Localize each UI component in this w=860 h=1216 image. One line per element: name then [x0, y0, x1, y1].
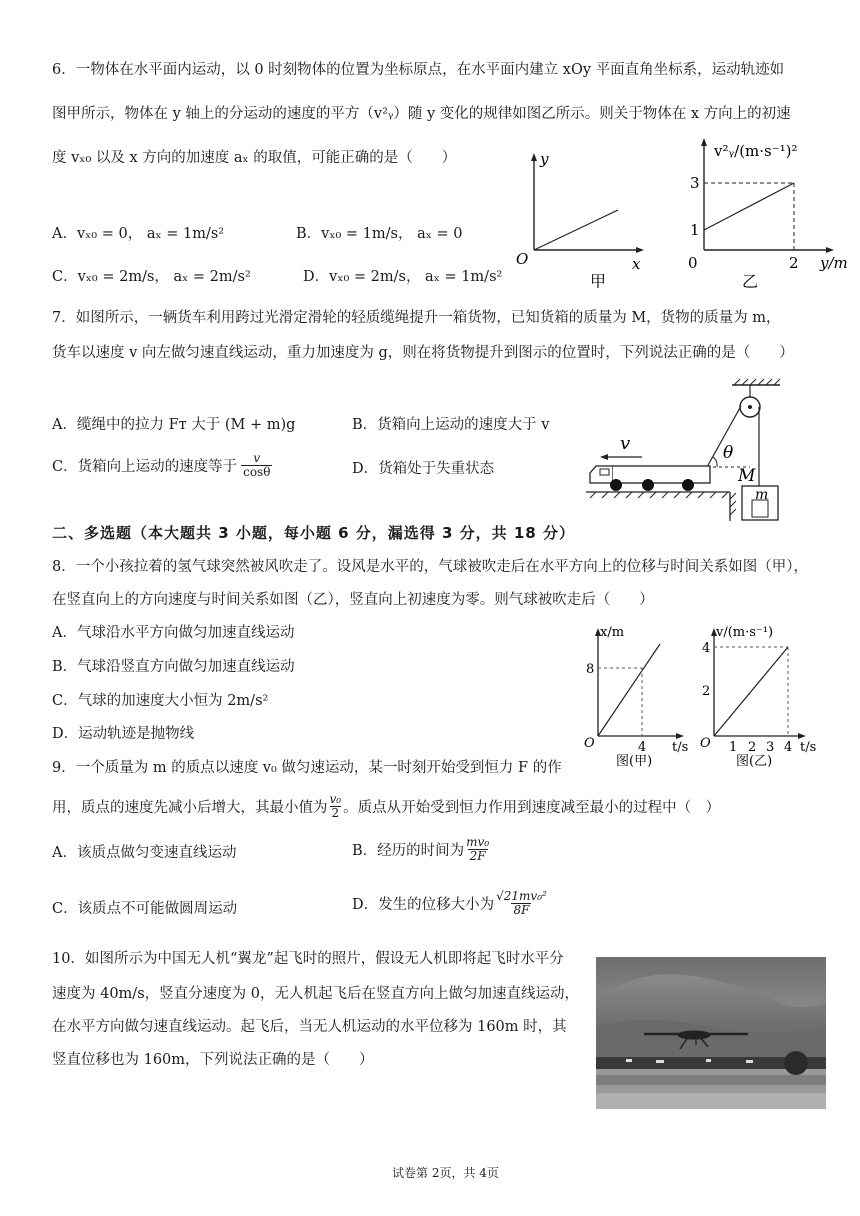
q6-jia-y-label: y: [540, 150, 549, 168]
q8-figure-jia: [580, 620, 700, 768]
q8-jia-origin: O: [584, 736, 595, 751]
q7-theta-label: θ: [723, 443, 734, 463]
q7-option-d: D．货箱处于失重状态: [352, 461, 495, 477]
q9-option-d-numerator: √21mv₀²: [496, 889, 547, 903]
q10-line2: 速度为 40m/s，竖直分速度为 0，无人机起飞后在竖直方向上做匀加速直线运动，: [52, 986, 579, 1002]
q6-jia-origin: O: [516, 250, 529, 268]
q7-option-c-text: C．货箱向上运动的速度等于: [52, 459, 238, 476]
q7-option-b: B．货箱向上运动的速度大于 v: [352, 417, 550, 433]
q9-line2: [52, 793, 720, 820]
q9-option-b-numerator: mv₀: [466, 835, 490, 849]
q6-jia-caption: 甲: [590, 272, 607, 288]
q7-option-c-denominator: cosθ: [243, 465, 271, 480]
q7-line1: 7．如图所示，一辆货车利用跨过光滑定滑轮的轻质缆绳提升一箱货物，已知货箱的质量为 M，货物的质量为 m，: [52, 310, 781, 326]
q8-yi-xtick-3: 3: [766, 740, 775, 755]
q6-option-d: D．vₓ₀ = 2m/s， aₓ = 1m/s²: [303, 269, 503, 285]
q8-option-b: B．气球沿竖直方向做匀加速直线运动: [52, 659, 295, 675]
page-footer: 试卷第 2页，共 4页: [392, 1166, 499, 1180]
q8-yi-x-label: t/s: [800, 740, 817, 755]
q7-M-label: M: [738, 466, 756, 486]
q8-jia-y-label: x/m: [600, 625, 625, 640]
q6-yi-x-label: y/m: [820, 254, 848, 272]
q7-m-label: m: [755, 487, 769, 503]
q7-option-a: A．缆绳中的拉力 Fᴛ 大于 (M + m)g: [52, 417, 296, 433]
q6-figure-yi: [680, 132, 860, 292]
q8-jia-tick-8: 8: [586, 662, 595, 677]
q9-option-a: A．该质点做匀变速直线运动: [52, 845, 237, 861]
q9-line2-text-tail: 。质点从开始受到恒力作用到速度减至最小的过程中（ ）: [343, 800, 721, 817]
q8-yi-tick-4: 4: [702, 641, 711, 656]
q6-yi-caption: 乙: [742, 272, 759, 291]
q8-jia-tick-4: 4: [638, 740, 647, 755]
q6-yi-tick-2: 2: [789, 254, 799, 272]
q9-option-b-denominator: 2F: [469, 849, 486, 864]
q8-yi-tick-2: 2: [702, 684, 711, 699]
q9-option-b: [352, 836, 489, 863]
q6-figure-jia: [510, 148, 650, 288]
q6-jia-x-label: x: [632, 255, 641, 273]
q6-yi-tick-0: 0: [688, 254, 698, 272]
q6-line3: 度 vₓ₀ 以及 x 方向的加速度 aₓ 的取值，可能正确的是（ ）: [52, 150, 457, 166]
q8-yi-xtick-4: 4: [784, 740, 793, 755]
q9-line2-numerator: v₀: [329, 792, 342, 806]
q8-yi-y-label: v/(m·s⁻¹): [716, 625, 774, 640]
q9-line2-denominator: 2: [331, 806, 340, 821]
q10-line4: 竖直位移也为 160m，下列说法正确的是（ ）: [52, 1052, 374, 1068]
q10-line1: 10．如图所示为中国无人机“翼龙”起飞时的照片，假设无人机即将起飞时水平分: [52, 951, 564, 967]
q8-yi-xtick-2: 2: [748, 740, 757, 755]
q9-option-d: [352, 890, 547, 917]
q7-option-c-numerator: v: [253, 451, 261, 465]
q8-option-c: C．气球的加速度大小恒为 2m/s²: [52, 693, 269, 709]
q8-line1: 8．一个小孩拉着的氢气球突然被风吹走了。设风是水平的，气球被吹走后在水平方向上的位移与时间关系如图（甲），: [52, 559, 808, 575]
q9-option-d-denominator: 8F: [513, 903, 530, 918]
q8-figure-yi: [696, 620, 826, 768]
q8-jia-x-label: t/s: [672, 740, 689, 755]
drone-photo: [596, 957, 826, 1109]
q8-yi-xtick-1: 1: [729, 740, 738, 755]
q8-yi-origin: O: [700, 736, 711, 751]
q8-jia-caption: 图(甲): [616, 754, 653, 768]
q9-option-b-text: B．经历的时间为: [352, 843, 465, 860]
section-heading-multiple-choice: 二、多选题（本大题共 3 小题，每小题 6 分，漏选得 3 分，共 18 分）: [52, 524, 575, 542]
q6-option-a: A．vₓ₀ = 0， aₓ = 1m/s²: [52, 226, 225, 242]
q8-line2: 在竖直向上的方向速度与时间关系如图（乙），竖直向上初速度为零。则气球被吹走后（ ）: [52, 592, 654, 608]
q7-v-label: v: [620, 433, 631, 454]
q8-option-a: A．气球沿水平方向做匀加速直线运动: [52, 625, 295, 641]
q6-option-b: B．vₓ₀ = 1m/s， aₓ = 0: [296, 226, 463, 242]
q10-line3: 在水平方向做匀速直线运动。起飞后，当无人机运动的水平位移为 160m 时，其: [52, 1019, 567, 1035]
q6-line2: 图甲所示，物体在 y 轴上的分运动的速度的平方（v²ᵧ）随 y 变化的规律如图乙所示。则关于物体在 x 方向上的初速: [52, 106, 791, 122]
q7-figure: [580, 375, 790, 525]
q6-yi-tick-3: 3: [690, 174, 700, 192]
q9-option-c: C．该质点不可能做圆周运动: [52, 901, 238, 917]
q6-yi-tick-1: 1: [690, 221, 700, 239]
q7-option-c: [52, 452, 272, 479]
q9-line1: 9．一个质量为 m 的质点以速度 v₀ 做匀速运动，某一时刻开始受到恒力 F 的作: [52, 760, 562, 776]
q6-yi-y-label: v²ᵧ/(m·s⁻¹)²: [714, 142, 798, 160]
q7-line2: 货车以速度 v 向左做匀速直线运动，重力加速度为 g，则在将货物提升到图示的位置时，下列说法正确的是（ ）: [52, 345, 794, 361]
q6-option-c: C．vₓ₀ = 2m/s， aₓ = 2m/s²: [52, 269, 251, 285]
q9-line2-text: 用，质点的速度先减小后增大，其最小值为: [52, 800, 328, 817]
q8-yi-caption: 图(乙): [736, 754, 773, 768]
q8-option-d: D．运动轨迹是抛物线: [52, 726, 195, 742]
q6-line1: 6．一物体在水平面内运动，以 0 时刻物体的位置为坐标原点，在水平面内建立 xOy 平面直角坐标系，运动轨迹如: [52, 62, 785, 78]
q9-option-d-text: D．发生的位移大小为: [352, 897, 495, 914]
